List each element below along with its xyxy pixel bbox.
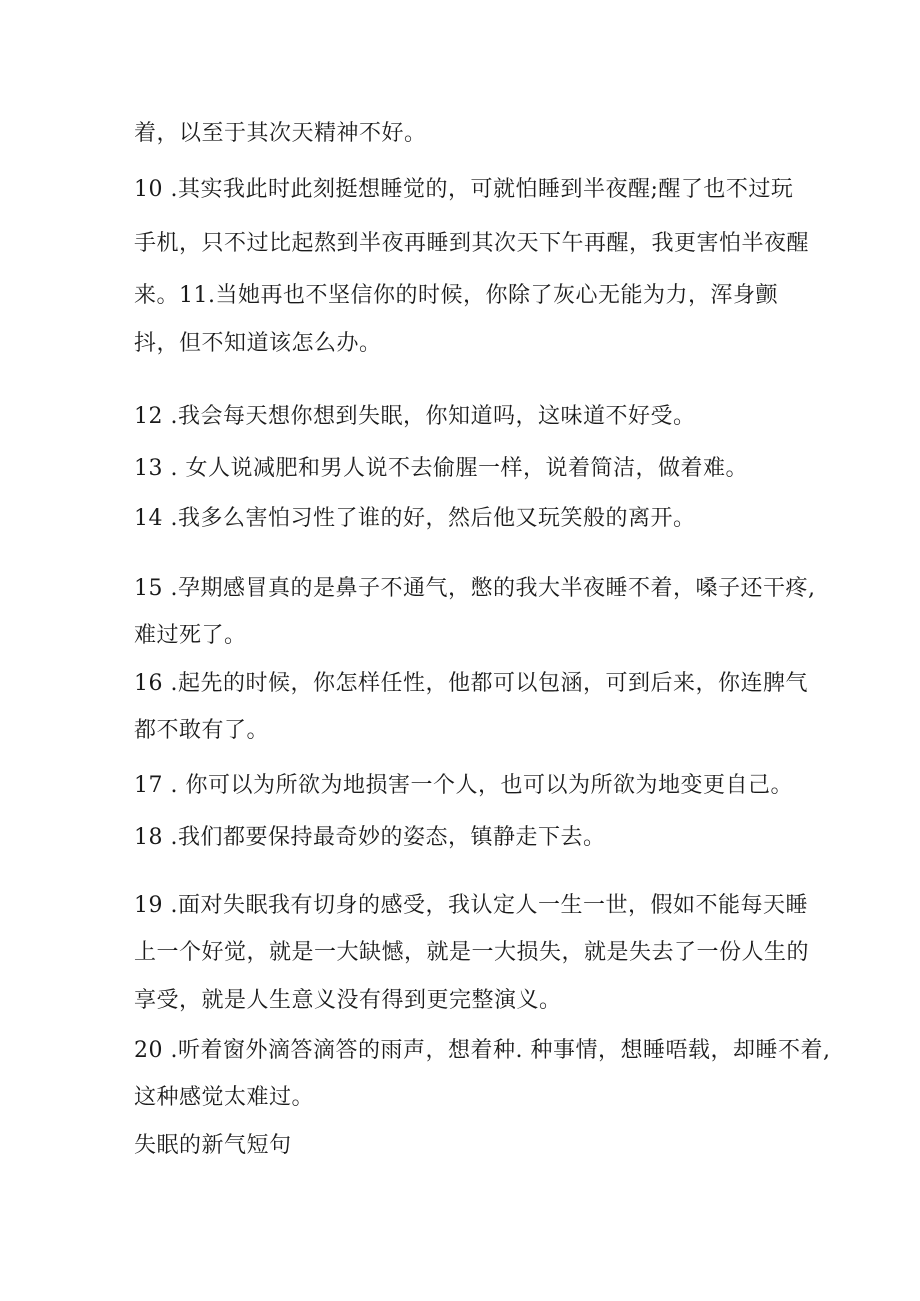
text-line: 18 .我们都要保持最奇妙的姿态，镇静走下去。 [134,825,606,850]
text-line: 15 .孕期感冒真的是鼻子不通气，憋的我大半夜睡不着，嗓子还干疼, [134,576,816,601]
section-heading: 失眠的新气短句 [134,1133,292,1158]
text-line: 14 .我多么害怕习性了谁的好，然后他又玩笑般的离开。 [134,506,696,531]
text-line: 20 .听着窗外滴答滴答的雨声，想着种. 种事情，想睡唔载，却睡不着, [134,1038,831,1063]
text-line: 12 .我会每天想你想到失眠，你知道吗，这味道不好受。 [134,404,696,429]
text-line: 难过死了。 [134,623,247,648]
text-line: 上一个好觉，就是一大缺憾，就是一大损失，就是失去了一份人生的 [134,940,810,965]
text-line: 16 .起先的时候，你怎样任性，他都可以包涵，可到后来，你连脾气 [134,671,808,696]
text-line: 13 . 女人说减肥和男人说不去偷腥一样，说着简洁，做着难。 [134,456,748,481]
text-line: 都不敢有了。 [134,718,270,743]
text-line: 着，以至于其次天精神不好。 [134,121,427,146]
text-line: 手机，只不过比起熬到半夜再睡到其次天下午再醒，我更害怕半夜醒 [134,231,810,256]
text-line: 17 . 你可以为所欲为地损害一个人，也可以为所欲为地变更自己。 [134,773,793,798]
text-line: 19 .面对失眠我有切身的感受，我认定人一生一世，假如不能每天睡 [134,893,808,918]
text-line: 10 .其实我此时此刻挺想睡觉的，可就怕睡到半夜醒;醒了也不过玩 [134,177,794,202]
text-line: 抖，但不知道该怎么办。 [134,331,382,356]
text-line: 来。11.当她再也不坚信你的时候，你除了灰心无能为力，浑身颤 [134,283,778,308]
text-line: 享受，就是人生意义没有得到更完整演义。 [134,988,562,1013]
text-line: 这种感觉太难过。 [134,1085,315,1110]
